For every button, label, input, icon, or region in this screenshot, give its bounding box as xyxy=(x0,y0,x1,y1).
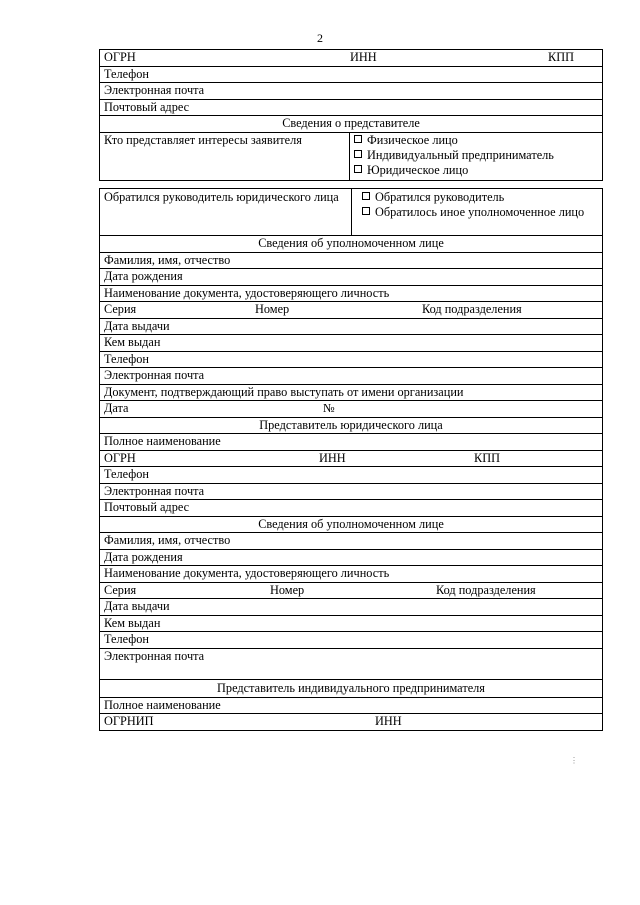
id-document-row: Наименование документа, удостоверяющего личность xyxy=(100,286,602,303)
phone-row: Телефон xyxy=(100,467,602,484)
series-number-row xyxy=(100,302,602,319)
representative-header: Сведения о представителе xyxy=(100,116,602,133)
ogrnip-row xyxy=(100,714,602,730)
date-number-row xyxy=(100,401,602,418)
option-entrepreneur[interactable]: Индивидуальный предприниматель xyxy=(354,148,602,163)
division-code-label: Код подразделения xyxy=(436,582,536,597)
date-label: Дата xyxy=(104,401,129,415)
number-label: Номер xyxy=(255,302,290,316)
kpp-label: КПП xyxy=(548,50,574,64)
postal-address-row: Почтовый адрес xyxy=(100,100,602,117)
email-row: Электронная почта xyxy=(100,368,602,385)
head-row xyxy=(100,189,602,236)
id-document-row: Наименование документа, удостоверяющего личность xyxy=(100,566,602,583)
checkbox-icon[interactable] xyxy=(362,192,370,200)
phone-row: Телефон xyxy=(100,352,602,369)
email-row: Электронная почта xyxy=(100,649,602,680)
checkbox-icon[interactable] xyxy=(362,207,370,215)
fio-row: Фамилия, имя, отчество xyxy=(100,253,602,270)
representative-details-table xyxy=(99,188,603,731)
head-left: Обратился руководитель юридического лица xyxy=(100,189,352,235)
scan-artifact: ⋮ xyxy=(570,756,578,765)
birth-date-row: Дата рождения xyxy=(100,550,602,567)
representative-type-row xyxy=(100,133,602,180)
option-individual[interactable]: Физическое лицо xyxy=(354,133,602,148)
number-label: Номер xyxy=(270,582,305,597)
representative-options xyxy=(350,133,602,180)
division-code-label: Код подразделения xyxy=(422,302,522,316)
inn-label: ИНН xyxy=(375,714,402,728)
issued-by-row: Кем выдан xyxy=(100,616,602,633)
ogrn-row xyxy=(100,50,602,67)
applicant-details-table xyxy=(99,49,603,181)
option-other-authorized[interactable]: Обратилось иное уполномоченное лицо xyxy=(362,205,602,220)
inn-label: ИНН xyxy=(319,450,346,465)
series-label: Серия xyxy=(104,302,137,316)
ogrn-label: ОГРН xyxy=(104,50,136,64)
phone-row: Телефон xyxy=(100,632,602,649)
checkbox-icon[interactable] xyxy=(354,150,362,158)
full-name-row: Полное наименование xyxy=(100,698,602,715)
head-right xyxy=(352,189,602,235)
full-name-row: Полное наименование xyxy=(100,434,602,451)
checkbox-icon[interactable] xyxy=(354,165,362,173)
phone-row: Телефон xyxy=(100,67,602,84)
checkbox-icon[interactable] xyxy=(354,135,362,143)
issue-date-row: Дата выдачи xyxy=(100,599,602,616)
fio-row: Фамилия, имя, отчество xyxy=(100,533,602,550)
series-label: Серия xyxy=(104,582,137,597)
inn-label: ИНН xyxy=(350,50,377,64)
option-head[interactable]: Обратился руководитель xyxy=(362,190,602,205)
entrepreneur-representative-header: Представитель индивидуального предпринимателя xyxy=(100,680,602,698)
postal-address-row: Почтовый адрес xyxy=(100,500,602,517)
option-legal-entity[interactable]: Юридическое лицо xyxy=(354,163,602,178)
email-row: Электронная почта xyxy=(100,484,602,501)
legal-representative-header: Представитель юридического лица xyxy=(100,418,602,435)
ogrnip-label: ОГРНИП xyxy=(104,714,154,728)
email-row: Электронная почта xyxy=(100,83,602,100)
number-sign-label: № xyxy=(323,401,335,415)
issued-by-row: Кем выдан xyxy=(100,335,602,352)
ogrn-label: ОГРН xyxy=(104,450,136,465)
issue-date-row: Дата выдачи xyxy=(100,319,602,336)
series-number-row xyxy=(100,583,602,600)
representative-question: Кто представляет интересы заявителя xyxy=(100,133,350,180)
birth-date-row: Дата рождения xyxy=(100,269,602,286)
authorized-person-header: Сведения об уполномоченном лице xyxy=(100,236,602,253)
kpp-label: КПП xyxy=(474,450,500,465)
page-number: 2 xyxy=(317,31,323,45)
authority-document-row: Документ, подтверждающий право выступать от имени организации xyxy=(100,385,602,402)
authorized-person-header: Сведения об уполномоченном лице xyxy=(100,517,602,534)
ogrn-row xyxy=(100,451,602,468)
